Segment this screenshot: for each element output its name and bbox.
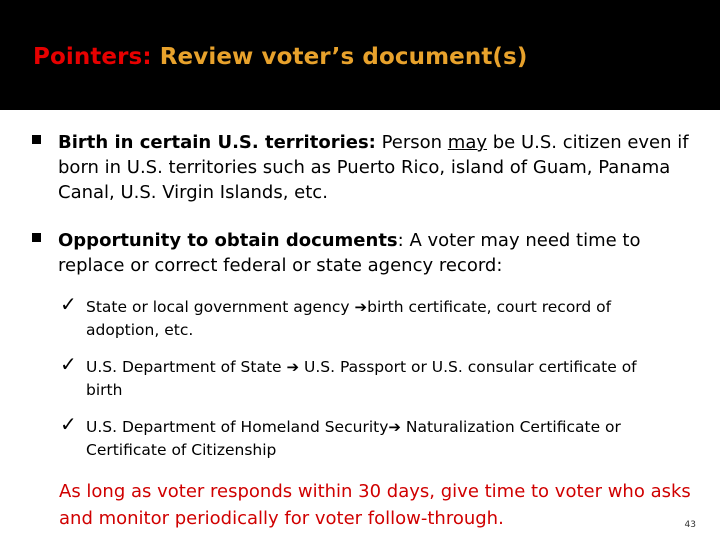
agency: U.S. Department of Homeland Security [86,418,389,436]
square-bullet-icon [32,233,41,242]
square-bullet-icon [32,135,41,144]
title-prefix: Pointers: [33,44,160,70]
emphasis-may: may [447,132,488,153]
document: birth certificate, court record of adoption, etc. [86,298,612,339]
checkmark-icon: ✓ [60,352,77,376]
document: U.S. Passport or U.S. consular certificate of birth [86,358,637,399]
agency: U.S. Department of State [86,358,287,376]
page-number: 43 [684,520,696,530]
bullet-body: : A voter may need time to replace or correct federal or state agency record: [58,230,641,276]
title-main: Review voter’s document(s) [159,44,528,70]
bullet-body: be U.S. citizen even if born in U.S. territories such as Puerto Rico, island of Guam, Panama Canal, U.S. Virgin Islands, etc. [58,132,689,203]
sub-bullet-text [86,416,676,462]
sub-bullet-text [86,296,676,342]
document: Naturalization Certificate or Certificate of Citizenship [86,418,621,459]
bullet-body: Person [375,132,448,153]
sub-bullet-text [86,356,676,402]
closing-note: As long as voter responds within 30 days, give time to voter who asks and monitor periodically for voter follow-through. [59,481,691,529]
checkmark-icon: ✓ [60,292,77,316]
arrow-right-icon: ➔ [354,298,368,316]
arrow-right-icon: ➔ [286,358,300,376]
checkmark-icon: ✓ [60,412,77,436]
bullet-heading: Birth in certain U.S. territories: [58,132,376,153]
bullet-text [58,130,708,205]
bullet-heading: Opportunity to obtain documents [58,230,398,251]
agency: State or local government agency [86,298,355,316]
slide-title [33,44,527,70]
title-bar [0,0,720,110]
arrow-right-icon: ➔ [388,418,401,436]
bullet-text [58,228,708,278]
